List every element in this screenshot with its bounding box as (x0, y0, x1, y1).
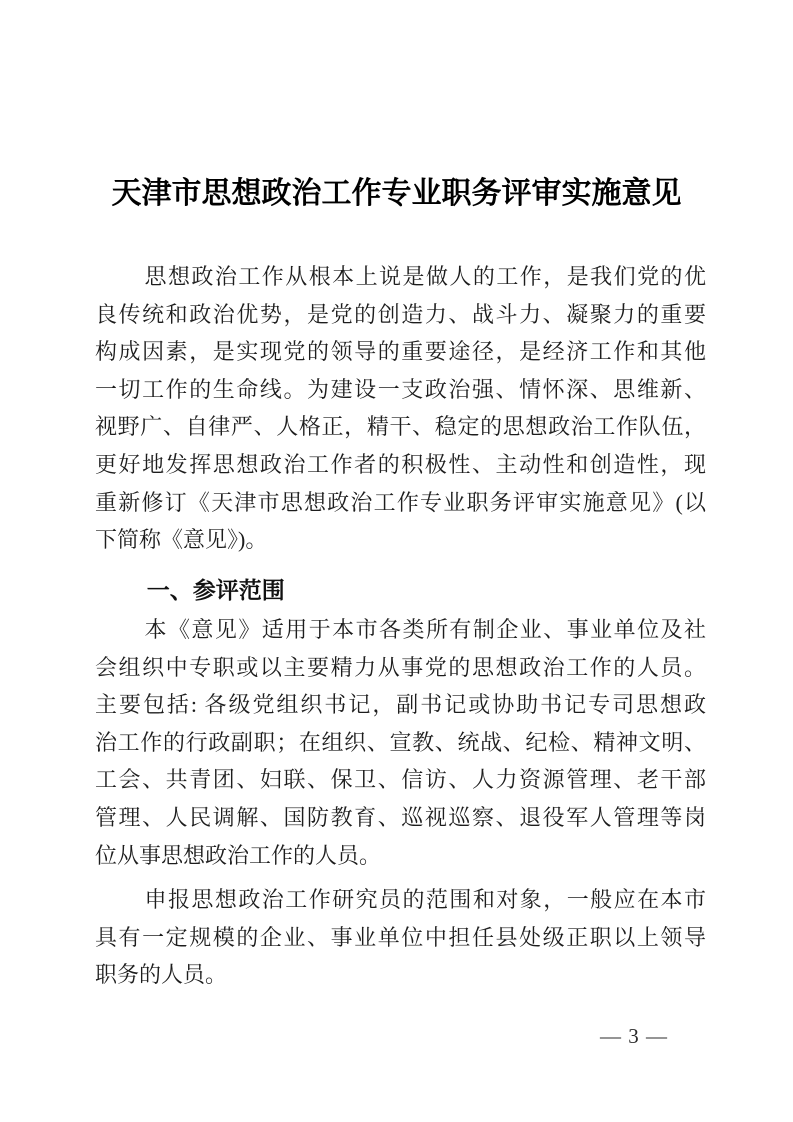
paragraph-intro (95, 258, 706, 559)
page-title: 天津市思想政治工作专业职务评审实施意见 (111, 177, 682, 210)
text-line: 职务的人员。 (95, 962, 228, 988)
text-line: 一切工作的生命线。为建设一支政治强、情怀深、思维新、 (95, 376, 706, 402)
text-line: 重新修订《天津市思想政治工作专业职务评审实施意见》(以 (95, 489, 706, 515)
page-number: — 3 — (600, 1024, 668, 1048)
text-line: 管理、人民调解、国防教育、巡视巡察、退役军人管理等岗 (95, 804, 706, 830)
text-line: 下简称《意见》)。 (95, 527, 268, 553)
text-line: 思想政治工作从根本上说是做人的工作，是我们党的优 (144, 264, 706, 289)
text-line: 构成因素，是实现党的领导的重要途径，是经济工作和其他 (95, 339, 706, 365)
paragraph-scope-detail (95, 611, 706, 874)
text-line: 具有一定规模的企业、事业单位中担任县处级正职以上领导 (95, 924, 706, 950)
text-line: 申报思想政治工作研究员的范围和对象，一般应在本市 (144, 887, 706, 912)
text-line: 视野广、自律严、人格正，精干、稳定的思想政治工作队伍， (95, 414, 706, 440)
text-line: 本《意见》适用于本市各类所有制企业、事业单位及社 (144, 617, 706, 642)
text-line: 主要包括: 各级党组织书记，副书记或协助书记专司思想政 (95, 692, 706, 718)
section-heading-scope: 一、参评范围 (146, 577, 285, 603)
text-line: 工会、共青团、妇联、保卫、信访、人力资源管理、老干部 (95, 767, 706, 793)
text-line: 更好地发挥思想政治工作者的积极性、主动性和创造性，现 (95, 451, 706, 477)
text-line: 治工作的行政副职；在组织、宣教、统战、纪检、精神文明、 (95, 729, 706, 755)
paragraph-researcher-scope (95, 881, 706, 994)
text-line: 良传统和政治优势，是党的创造力、战斗力、凝聚力的重要 (95, 301, 706, 327)
text-line: 位从事思想政治工作的人员。 (95, 842, 382, 868)
text-line: 会组织中专职或以主要精力从事党的思想政治工作的人员。 (95, 654, 706, 680)
